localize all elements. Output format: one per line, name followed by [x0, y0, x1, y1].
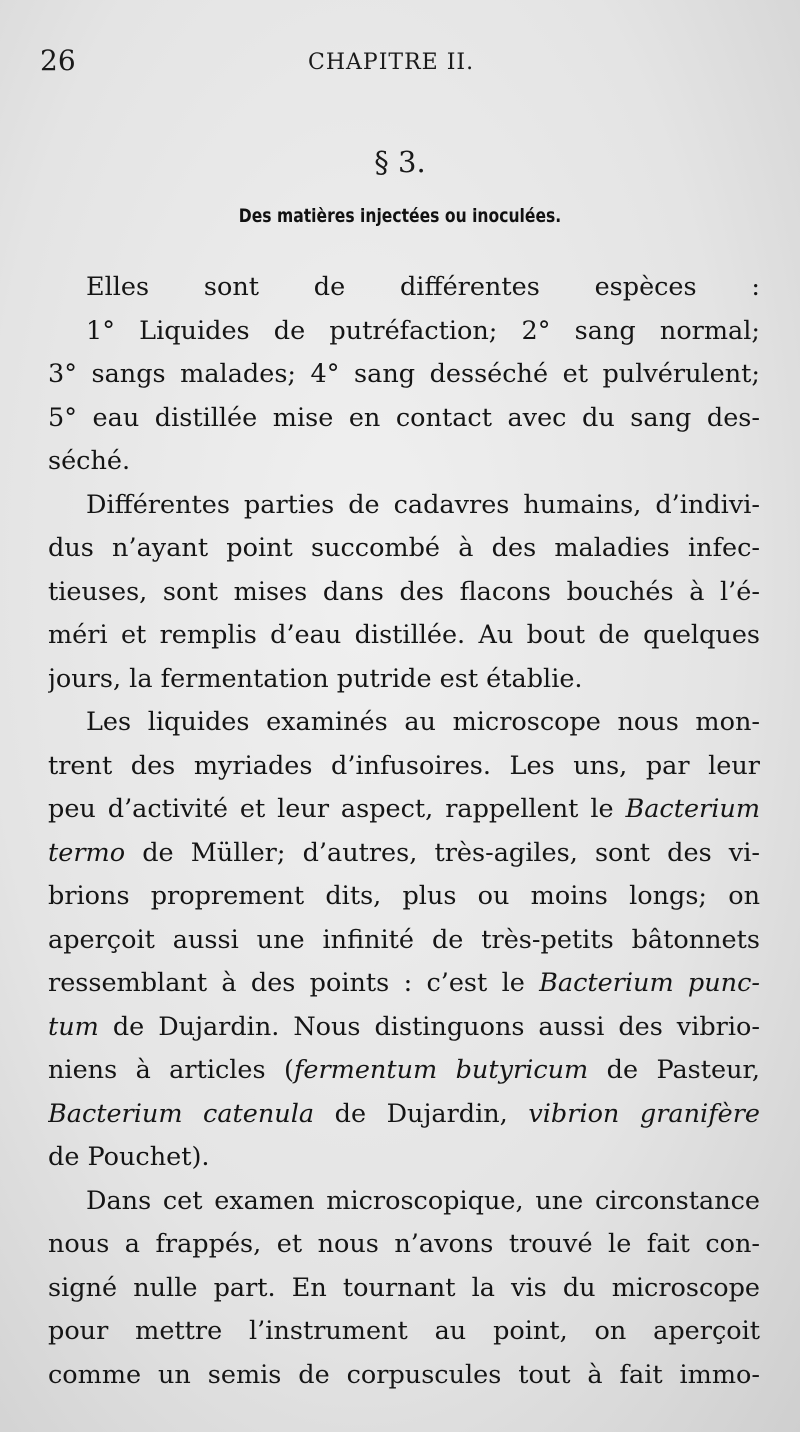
text-line: comme un semis de corpuscules tout à fait immo-	[48, 1359, 760, 1390]
text-line: Bacterium catenula de Dujardin, vibrion granifère	[48, 1098, 760, 1129]
text-line: dus n’ayant point succombé à des maladies infec-	[48, 533, 760, 563]
text-line: Dans cet examen microscopique, une circonstance	[86, 1185, 760, 1216]
text-line: niens à articles (fermentum butyricum de Pasteur,	[48, 1055, 760, 1085]
page-number: 26	[40, 44, 76, 77]
text-line: pour mettre l’instrument au point, on aperçoit	[48, 1316, 760, 1346]
text-line: nous a frappés, et nous n’avons trouvé le fait con-	[48, 1229, 760, 1259]
text-line: 5° eau distillée mise en contact avec du sang des-	[48, 402, 760, 433]
text-line: Les liquides examinés au microscope nous mon-	[86, 707, 760, 737]
text-line: 3° sangs malades; 4° sang desséché et pulvérulent;	[48, 359, 760, 389]
running-header	[38, 44, 760, 84]
text-line: jours, la fermentation putride est établie.	[48, 663, 583, 694]
text-line: aperçoit aussi une infinité de très-petits bâtonnets	[48, 924, 760, 955]
text-line: signé nulle part. En tournant la vis du microscope	[48, 1272, 760, 1303]
chapter-title: CHAPITRE II.	[308, 50, 475, 75]
text-line: trent des myriades d’infusoires. Les uns, par leur	[48, 750, 760, 781]
section-title: Des matières injectées ou inoculées.	[238, 205, 562, 227]
text-line: tum de Dujardin. Nous distinguons aussi des vibrio-	[48, 1011, 760, 1042]
text-line: Elles sont de différentes espèces :	[86, 272, 760, 302]
text-line: méri et remplis d’eau distillée. Au bout de quelques	[48, 620, 760, 650]
section-mark: § 3.	[374, 145, 426, 179]
text-line: séché.	[48, 446, 131, 476]
text-line: ressemblant à des points : c’est le Bacterium punc-	[48, 968, 760, 998]
text-line: termo de Müller; d’autres, très-agiles, sont des vi-	[48, 837, 760, 868]
text-line: brions proprement dits, plus ou moins longs; on	[48, 881, 760, 911]
text-line: tieuses, sont mises dans des flacons bouchés à l’é-	[48, 576, 760, 607]
text-line: peu d’activité et leur aspect, rappellent le Bacterium	[48, 794, 760, 824]
text-line: 1° Liquides de putréfaction; 2° sang normal;	[86, 315, 760, 346]
text-line: de Pouchet).	[48, 1142, 210, 1172]
text-line: Différentes parties de cadavres humains, d’indivi-	[86, 489, 760, 520]
body-text	[48, 266, 760, 1397]
